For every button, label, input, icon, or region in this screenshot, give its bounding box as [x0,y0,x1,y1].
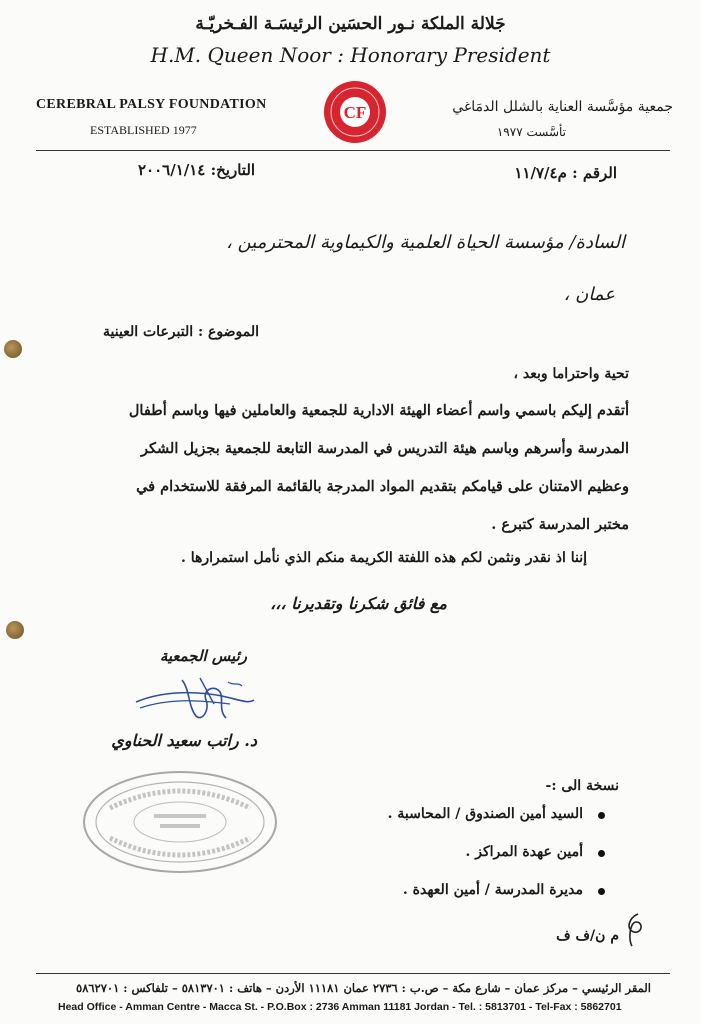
foundation-logo-icon [323,79,387,145]
addressee-city: عمان ، [563,284,615,305]
established-english: ESTABLISHED 1977 [90,123,197,137]
logo-monogram: CF [343,103,367,122]
greeting: تحية واحتراما وبعد ، [513,366,629,382]
letter-date: التاريخ: ٢٠٠٦/١/١٤ [138,161,256,179]
copy-recipient: مديرة المدرسة / أمين العهدة . [388,882,605,920]
organization-name-english: CEREBRAL PALSY FOUNDATION [36,97,267,112]
initials-scribble-icon [618,910,650,950]
letter-body: أتقدم إليكم باسمي واسم أعضاء الهيئة الادارية للجمعية والعاملين فيها وباسم أطفال المدرسة وأسرهم وباسم هيئة التدريس في المدرسة التابعة للجمعية بجزيل الشكر وعظيم الامتنان على قيامكم بتقديم المواد المدرجة بالقائمة المرفقة للاستخدام في مختبر المدرسة كتبرع . [128,402,629,533]
punch-hole-top [4,340,22,358]
closing-paragraph: إننا اذ نقدر ونثمن لكم هذه اللفتة الكريمة منكم الذي نأمل استمرارها . [180,550,587,566]
honorary-president-arabic: جَلالة الملكة نـور الحسَين الرئيسَـة الفـخريّـة [195,14,506,34]
official-stamp-icon [80,768,280,876]
punch-hole-bottom [6,621,24,639]
letter-subject: الموضوع : التبرعات العينية [103,324,259,340]
established-arabic: تأسَّست ١٩٧٧ [496,125,566,139]
reference-number: الرقم : م١١/٧/٤ [514,164,617,182]
copy-recipient: السيد أمين الصندوق / المحاسبة . [388,806,605,844]
footer-address-arabic: المقر الرئيسي – مركز عمان – شارع مكة – ص.ب : ٢٧٣٦ عمان ١١١٨١ الأردن – هاتف : ٥٨١٣٧٠١ – تلفاكس : ٥٨٦٢٧٠١ [76,981,651,995]
handwritten-signature-icon [130,670,260,730]
signatory-name: د. راتب سعيد الحناوي [111,731,257,750]
signatory-title: رئيس الجمعية [159,647,247,665]
header-divider [36,150,670,151]
honorary-president-english: H.M. Queen Noor : Honorary President [150,43,551,67]
copy-recipient: أمين عهدة المراكز . [388,844,605,882]
copies-label: نسخة الى :- [545,778,619,794]
copies-list [388,806,605,920]
addressee: السادة/ مؤسسة الحياة العلمية والكيماوية المحترمين ، [226,232,625,253]
footer-address-english: Head Office - Amman Centre - Macca St. - P.O.Box : 2736 Amman 11181 Jordan - Tel. : 5813701 - Tel-Fax : 5862701 [58,1001,622,1013]
organization-name-arabic: جمعية مؤسَّسة العناية بالشلل الدمَاغي [452,99,673,115]
footer-divider [36,973,670,974]
thanks-line: مع فائق شكرنا وتقديرنا ،،، [270,594,447,613]
typist-initials: م ن/ف ف [556,928,619,944]
